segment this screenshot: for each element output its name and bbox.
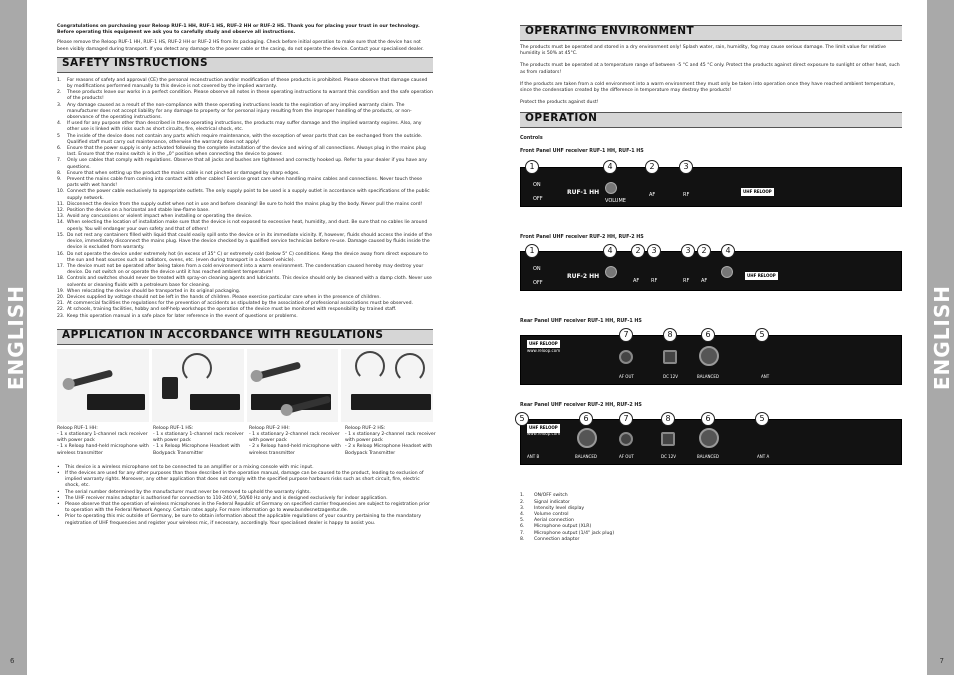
legend-item: 1. ON/OFF switch <box>520 493 568 499</box>
jack-output[interactable] <box>619 350 633 364</box>
safety-item: 10. Connect the power cable exclusively to appropriate outlets. The only supply point to be used is a supply outlet in accordance with specifications of the public supply network. <box>57 189 430 201</box>
photo-ruf2hs <box>341 349 433 422</box>
dc-input[interactable] <box>661 432 675 446</box>
safety-item: 1. For reasons of safety and approval (CE) the personal reconstruction and/or modification of these products is prohibited. Please observe that damage caused by modifications performed manually to this device is not covered by the implied warranty. <box>57 77 428 90</box>
safety-item: 14. When selecting the location of installation make sure that the device is not exposed to excessive heat, humidity, and dust. Be sure that no cables lie around openly. You will endanger your own safety and that of others! <box>57 220 428 232</box>
photo-ruf1hs <box>152 349 244 422</box>
volume-knob-a[interactable] <box>605 266 617 278</box>
front-panel-1: ON OFF RUF-1 HH VOLUME AF RF UHF RELOOP 1 4 2 3 <box>520 167 902 207</box>
product-captions <box>57 425 436 457</box>
application-bullet: • If the devices are used for any other purposes than those described in the operation manual, damage can be caused to the product, leading to exclusion of implied warranty rights. Moreover, any other application that does not comply with the specified purpose harbours risks such as short circuit, fire, electric shock, etc. <box>57 470 424 489</box>
safety-item: 8. Ensure that when setting up the product the mains cable is not pinched or damaged by sharp edges. <box>57 170 300 176</box>
jack-output[interactable] <box>619 432 633 446</box>
side-label-right: ENGLISH <box>930 285 954 391</box>
application-bullets <box>57 465 433 527</box>
controls-legend <box>520 493 902 543</box>
intro-bold: Congratulations on purchasing your Reloop RUF-1 HH, RUF-1 HS, RUF-2 HH or RUF-2 HS. Thank you for placing your trust in our technology. Before operating this equipment we ask you to carefully study and observe all instructions. <box>57 24 420 36</box>
xlr-output-a[interactable] <box>577 428 597 448</box>
safety-item: 21. At commercial facilities the regulations for the prevention of accidents as stipulated by the association of professional associations must be observed. <box>57 301 413 307</box>
reloop-logo: UHF RELOOP <box>741 188 774 196</box>
safety-item: 9. Prevent the mains cable from coming into contact with other cables! Exercise great care when handling mains cables and connections. Never touch these parts with wet hands! <box>57 177 423 189</box>
legend-item: 7. Microphone output (1/4" jack plug) <box>520 530 615 536</box>
panel3-label: Rear Panel UHF receiver RUF-1 HH, RUF-1 HS <box>520 319 642 325</box>
safety-item: 15. Do not rest any containers filled with liquid that could easily spill onto the device or in its immediate vicinity. If, however, fluids should access the inside of the device, immediately disconnect the mains plug. Have the device checked by a qualified service technician before re-use. Damage caused by fluids inside the device is excluded from warranty. <box>57 232 433 251</box>
panel1-label: Front Panel UHF receiver RUF-1 HH, RUF-1 HS <box>520 148 644 154</box>
safety-item: 22. At schools, training facilities, hobby and self-help workshops the operation of the device must be monitored with responsibility by trained staff. <box>57 307 397 313</box>
controls-label: Controls <box>520 136 543 142</box>
rear-panel-2: UHF RELOOP www.reloop.com ANT B BALANCED AF OUT DC 12V BALANCED ANT A 5 6 7 8 6 5 <box>520 419 902 465</box>
volume-knob[interactable] <box>605 182 617 194</box>
safety-heading: SAFETY INSTRUCTIONS <box>57 57 433 73</box>
safety-item: 2. These products leave our works in a perfect condition. Please observe all notes in these operating instructions to warrant this condition and the safe operation of the products! <box>57 90 433 102</box>
page-number-right: 7 <box>939 657 944 665</box>
product-caption: Reloop RUF-1 HS: - 1 x stationary 1-channel rack receiver with power pack - 1 x Reloop Microphone Headset with Bodypack Transmitter <box>153 425 244 456</box>
legend-item: 3. Intensity level display <box>520 505 585 511</box>
product-photos <box>57 349 433 422</box>
dc-input[interactable] <box>663 350 677 364</box>
safety-list <box>57 78 433 320</box>
front-panel-2: ON OFF RUF-2 HH AF RF RF AF UHF RELOOP 1 4 2 3 3 2 4 <box>520 251 902 291</box>
xlr-output-b[interactable] <box>699 428 719 448</box>
photo-ruf2hh <box>247 349 339 422</box>
safety-item: 6. Ensure that the power supply is only activated following the complete installation of the device and wiring of all connections. Always plug in the mains plug last. Ensure that the mains switch is in the „0" position when connecting the device to power. <box>57 146 426 158</box>
application-bullet: • This device is a wireless microphone set to be connected to an amplifier or a mixing console with mic input. <box>57 464 314 470</box>
safety-item: 16. Do not operate the device under extremely hot (in excess of 35° C) or extremely cold (below 5° C) conditions. Keep the device away from direct exposure to the sun and heat sources such as radiators, ovens, etc. (even during transport in a closed vehicle). <box>57 251 428 263</box>
legend-item: 6. Microphone output (XLR) <box>520 524 592 530</box>
application-bullet: • Prior to operating this mic outside of Germany, be sure to obtain information about the applicable regulations of your country pertaining to the mandatory registration of UHF frequencies and register your wireless mic, if necessary, accordingly. Your specialised dealer is happy to assist you. <box>57 514 422 526</box>
model-label: RUF-1 HH <box>567 188 600 196</box>
left-column <box>57 24 436 527</box>
legend-item: 8. Connection adaptor <box>520 536 580 542</box>
right-column <box>520 25 902 543</box>
photo-ruf1hh <box>57 349 149 422</box>
safety-item: 12. Position the device on a horizontal and stable low-flame base. <box>57 208 210 214</box>
environment-paragraph: Protect the products against dust! <box>520 100 599 106</box>
legend-item: 4. Volume control <box>520 512 569 518</box>
left-side-tab <box>0 0 27 675</box>
safety-item: 3. Any damage caused as a result of the non-compliance with these operating instructions leads to the expiration of any implied warranty claim. The manufacturer does not accept liability for any damage to property or for personal injury resulting from the improper handling of the products, or non-observance of the operating instructions. <box>57 102 412 121</box>
side-label-left: ENGLISH <box>4 285 28 391</box>
safety-item: 7. Only use cables that comply with regulations. Observe that all jacks and bushes are tightened and correctly hooked up. Refer to your dealer if you have any questions. <box>57 158 427 170</box>
xlr-output[interactable] <box>699 346 719 366</box>
application-bullet: • The serial number determined by the manufacturer must never be removed to uphold the warranty rights. <box>57 489 311 495</box>
panel4-label: Rear Panel UHF receiver RUF-2 HH, RUF-2 HS <box>520 403 642 409</box>
volume-knob-b[interactable] <box>721 266 733 278</box>
environment-text <box>520 45 902 106</box>
product-caption: Reloop RUF-2 HH: - 1 x stationary 2-channel rack receiver with power pack - 2 x Reloop hand-held microphone with wireless transmitter <box>249 425 341 456</box>
environment-paragraph: The products must be operated and stored in a dry environment only! Splash water, rain, humidity, fog may cause serious damage. The limit value for relative humidity is 50% at 45°C. <box>520 45 887 57</box>
application-heading: APPLICATION IN ACCORDANCE WITH REGULATIONS <box>57 329 433 345</box>
legend-item: 2. Signal indicator <box>520 499 570 505</box>
rear-panel-1: UHF RELOOP www.reloop.com AF OUT DC 12V BALANCED ANT 7 8 6 5 <box>520 335 902 385</box>
product-caption: Reloop RUF-1 HH: - 1 x stationary 1-channel rack receiver with power pack - 1 x Reloop hand-held microphone with wireless transmitter <box>57 425 149 456</box>
safety-item: 20. Devices supplied by voltage should not be left in the hands of children. Please exercise particular care when in the presence of children. <box>57 294 381 300</box>
safety-item: 5 The inside of the device does not contain any parts which require maintenance, with the exception of wear parts that can be exchanged from the outside. Qualified staff must carry out maintenance, otherwise the warranty does not apply! <box>57 133 423 145</box>
operation-heading: OPERATION <box>520 112 902 128</box>
application-bullet: • The UHF receiver mains adaptor is authorised for connection to 110-240 V, 50/60 Hz only and is designed exclusively for indoor application. <box>57 495 388 501</box>
intro-text: Please remove the Reloop RUF-1 HH, RUF-1 HS, RUF-2 HH or RUF-2 HS from its packaging. Check before initial operation to make sure that the device has not been visibly damaged during transport. If you detect any damage to the power cable or the casing, do not operate the device. Contact your specialised dealer. <box>57 40 424 52</box>
environment-heading: OPERATING ENVIRONMENT <box>520 25 902 41</box>
safety-item: 18. Controls and switches should never be treated with spray-on cleaning agents and lubricants. This device should only be cleaned with a damp cloth. Never use solvents or cleaning fluids with a petroleum base for cleaning. <box>57 276 432 288</box>
right-side-tab <box>927 0 954 675</box>
safety-item: 11. Disconnect the device from the supply outlet when not in use and before cleaning! Be sure to hold the mains plug by the body. Never pull the mains cord! <box>57 201 423 207</box>
safety-item: 19. When relocating the device should be transported in its original packaging. <box>57 288 241 294</box>
legend-item: 5. Aerial connection <box>520 518 574 524</box>
safety-item: 13. Avoid any concussions or violent impact when installing or operating the device. <box>57 214 253 220</box>
safety-item: 17. The device must not be operated after being taken from a cold environment into a warm environment. The condensation caused hereby may destroy your device. Do not switch on or operate the device until it has reached ambient temperature! <box>57 263 424 276</box>
application-bullet: • Please observe that the operation of wireless microphones in the Federal Republic of Germany on specified carrier frequencies are subject to registration prior to operation with the Federal Network Agency. Certain rates apply. For more information go to www.bundesnetzagentur.de. <box>57 501 430 514</box>
safety-item: 23. Keep this operation manual in a safe place for later reference in the event of questions or problems. <box>57 313 298 319</box>
product-caption: Reloop RUF-2 HS: - 1 x stationary 2-channel rack receiver with power pack - 2 x Reloop Microphone Headset with Bodypack Transmitter <box>345 425 436 456</box>
environment-paragraph: If the products are taken from a cold environment into a warm environment they must only be taken into operation once they have reached ambient temperature, since the condensation created by the difference in temperature may destroy the products! <box>520 81 895 94</box>
page-number-left: 6 <box>10 657 15 665</box>
safety-item: 4. If used for any purpose other than described in these operating instructions, the products may suffer damage and the implied warranty expires. Also, any other use is linked with risks such as short circuits, fire, electrical shock, etc. <box>57 121 422 133</box>
panel2-label: Front Panel UHF receiver RUF-2 HH, RUF-2 HS <box>520 234 644 240</box>
environment-paragraph: The products must be operated at a temperature range of between -5 °C and 45 °C only. Protect the products against direct exposure to sunlight or other heat, such as from radiators! <box>520 63 900 75</box>
